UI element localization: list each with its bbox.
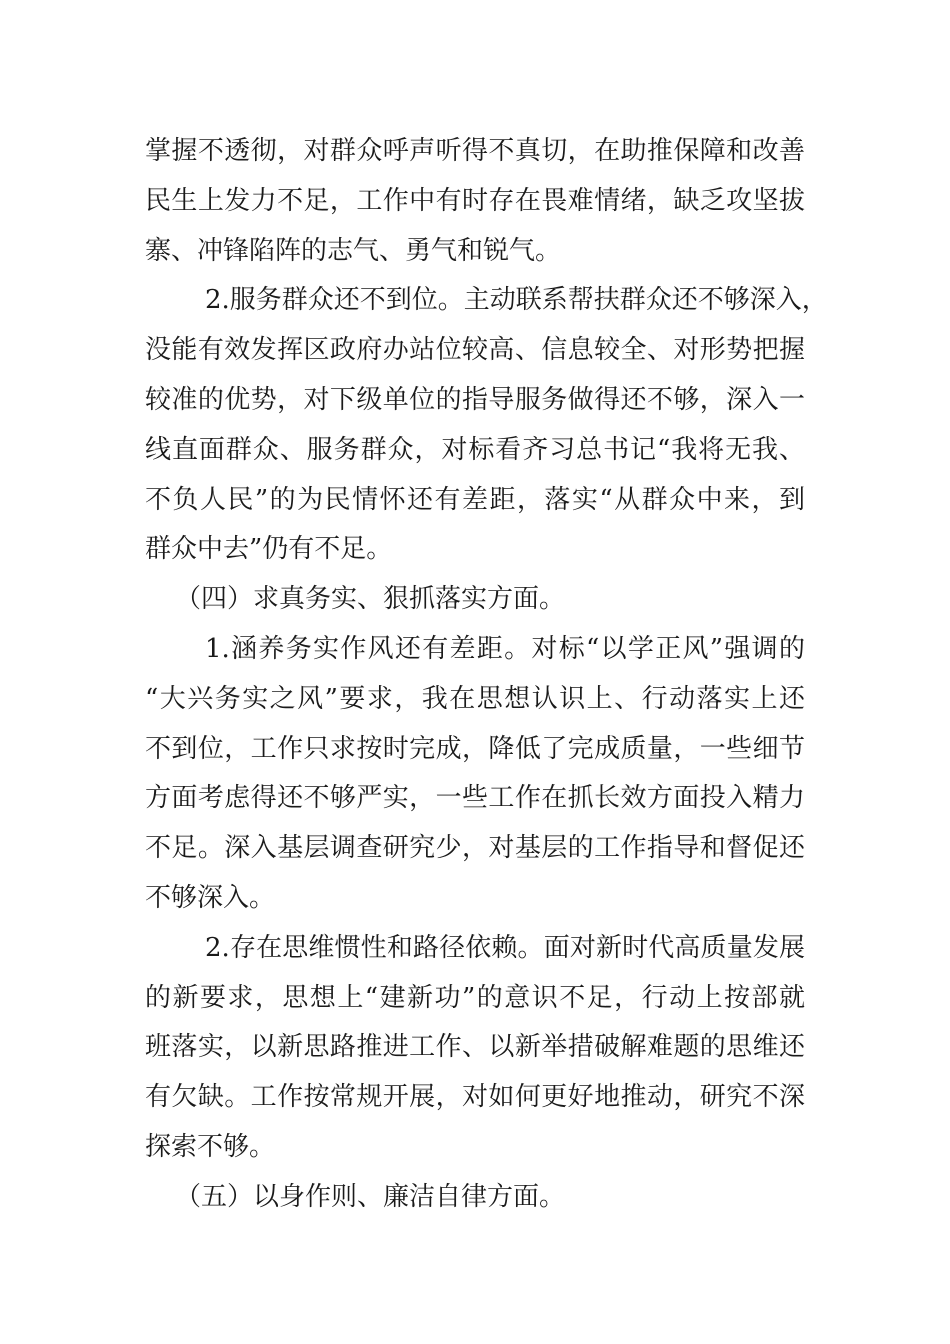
text-line: （四）求真务实、狠抓落实方面。 <box>175 584 566 615</box>
text-line: （五）以身作则、廉洁自律方面。 <box>175 1181 566 1212</box>
text-line: 不够深入。 <box>145 882 276 913</box>
section-heading <box>145 1173 805 1223</box>
text-line: 班落实，以新思路推进工作、以新举措破解难题的思维还 <box>145 1032 805 1063</box>
text-line: 没能有效发挥区政府办站位较高、信息较全、对形势把握 <box>145 335 805 366</box>
paragraph <box>145 924 805 1173</box>
text-line: “大兴务实之风”要求，我在思想认识上、行动落实上还 <box>145 683 805 714</box>
paragraph <box>145 127 805 276</box>
text-line: 不到位，工作只求按时完成，降低了完成质量，一些细节 <box>145 733 805 764</box>
text-line: 线直面群众、服务群众，对标看齐习总书记“我将无我、 <box>145 434 805 465</box>
text-line: 2.存在思维惯性和路径依赖。面对新时代高质量发展 <box>205 932 805 963</box>
text-line: 不足。深入基层调查研究少，对基层的工作指导和督促还 <box>145 833 805 864</box>
section-heading <box>145 575 805 625</box>
paragraph <box>145 625 805 924</box>
text-line: 1.涵养务实作风还有差距。对标“以学正风”强调的 <box>205 633 805 664</box>
text-line: 掌握不透彻，对群众呼声听得不真切，在助推保障和改善 <box>145 136 805 166</box>
text-line: 探索不够。 <box>145 1131 276 1162</box>
text-line: 2.服务群众还不到位。主动联系帮扶群众还不够深入， <box>205 285 828 316</box>
text-line: 方面考虑得还不够严实，一些工作在抓长效方面投入精力 <box>145 783 805 814</box>
text-line: 不负人民”的为民情怀还有差距，落实“从群众中来，到 <box>145 484 805 515</box>
paragraph <box>145 276 828 575</box>
text-line: 的新要求，思想上“建新功”的意识不足，行动上按部就 <box>145 982 805 1013</box>
text-line: 较准的优势，对下级单位的指导服务做得还不够，深入一 <box>145 384 805 415</box>
text-line: 有欠缺。工作按常规开展，对如何更好地推动，研究不深 <box>145 1082 805 1113</box>
text-line: 寨、冲锋陷阵的志气、勇气和锐气。 <box>145 235 562 266</box>
document-page <box>145 127 828 1223</box>
text-line: 民生上发力不足，工作中有时存在畏难情绪，缺乏攻坚拔 <box>145 185 805 216</box>
text-line: 群众中去”仍有不足。 <box>145 534 393 565</box>
